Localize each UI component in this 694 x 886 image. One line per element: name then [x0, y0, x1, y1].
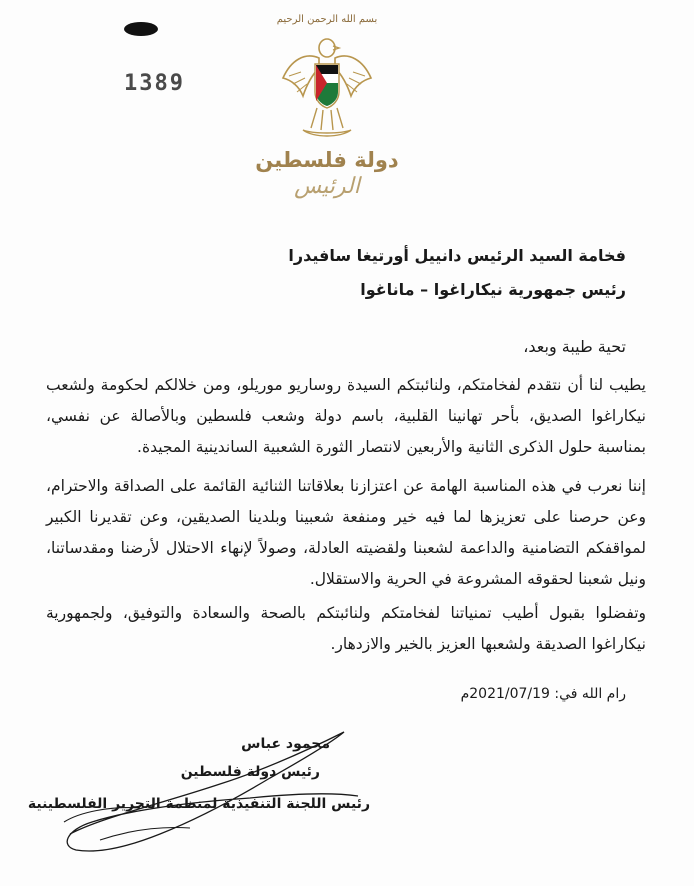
body-paragraph-3: وتفضلوا بقبول أطيب تمنياتنا لفخامتكم ولنائبتكم بالصحة والسعادة والتوفيق، ولجمهورية نيكاراغوا الصديقة ولشعبها العزيز بالخير والازدهار. — [46, 604, 646, 653]
letterhead — [252, 8, 402, 208]
body-paragraph-1: يطيب لنا أن نتقدم لفخامتكم، ولنائبتكم السيدة روساريو موريلو، ومن خلالكم لحكومة ولشعب نيكاراغوا الصديق، بأحر تهانينا القلبية، باسم دولة وشعب فلسطين وبالأصالة عن نفسي، بمناسبة حلول الذكرى الثانية والأربعين لانتصار الثورة الشعبية الساندينية المجيدة. — [46, 376, 646, 456]
punch-hole — [124, 22, 158, 36]
state-name: دولة فلسطين — [255, 148, 399, 172]
recipient-line-2: رئيس جمهورية نيكاراغوا – ماناغوا — [360, 280, 626, 299]
president-title: الرئيس — [294, 174, 360, 199]
signatory-role-1: رئيس دولة فلسطين — [180, 764, 320, 780]
greeting: تحية طيبة وبعد، — [523, 337, 626, 356]
recipient-line-1: فخامة السيد الرئيس دانييل أورتيغا سافيدرا — [288, 246, 626, 265]
date-line: رام الله في: 2021/07/19م — [460, 686, 626, 702]
eagle-emblem-icon — [277, 34, 377, 144]
document-number: 1389 — [124, 71, 185, 96]
signatory-role-2: رئيس اللجنة التنفيذية لمنظمة التحرير الفلسطينية — [27, 796, 370, 812]
signatory-name: محمود عباس — [241, 736, 330, 752]
body-paragraph-2: إننا نعرب في هذه المناسبة الهامة عن اعتزازنا بعلاقاتنا الثنائية القائمة على الصداقة والاحترام، وعن حرصنا على تعزيزها لما فيه خير ومنفعة شعبينا وبلدينا الصديقين، وعن تقديرنا الكبير لمواقفكم التضامنية والداعمة لشعبنا ولقضيته العادلة، وصولاً لإنهاء الاحتلال لأرضنا ومقدساتنا، ونيل شعبنا لحقوقه المشروعة في الحرية والاستقلال. — [46, 477, 646, 588]
signature-block — [27, 722, 370, 862]
basmala: بسم الله الرحمن الرحيم — [276, 14, 378, 25]
